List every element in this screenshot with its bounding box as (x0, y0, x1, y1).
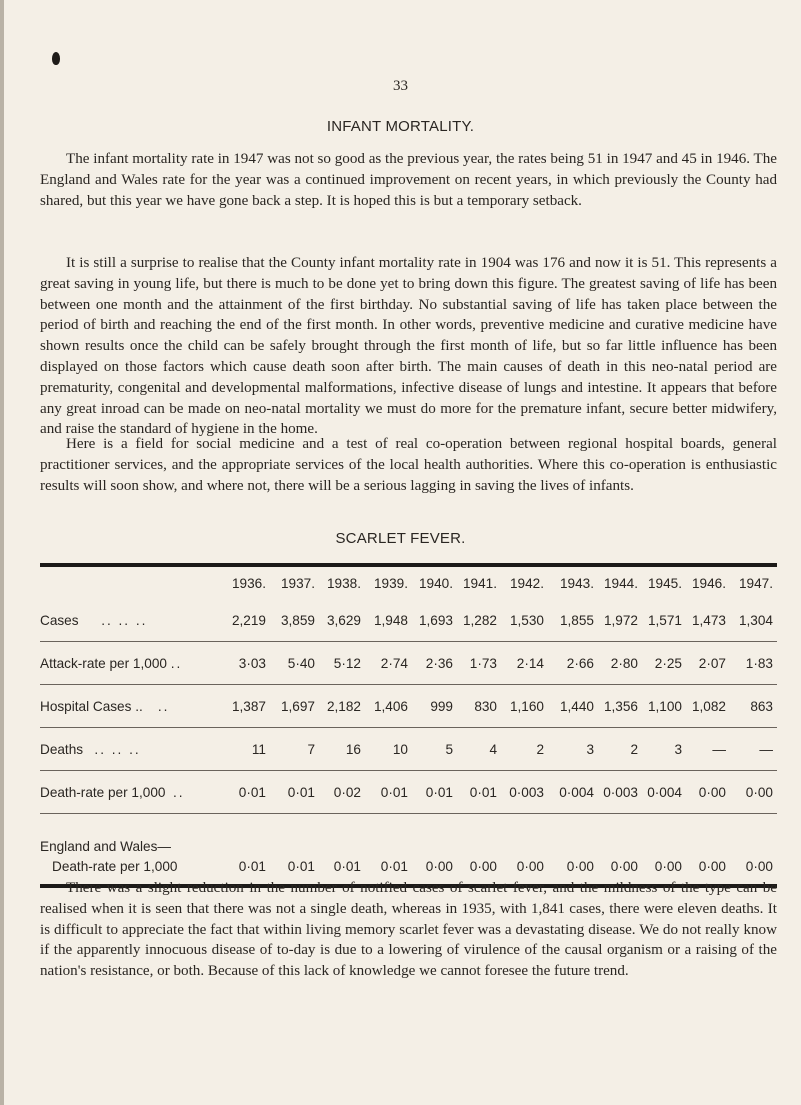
table-cell: 3·03 (221, 642, 270, 685)
table-cell: 0·00 (730, 771, 777, 814)
row-label (40, 685, 221, 728)
table-cell: 1,082 (686, 685, 730, 728)
table-cell: 0·01 (319, 814, 365, 885)
infant-mortality-paragraph-3: Here is a field for social medicine and a test of real co-operation between regional hospital boards, general practitioner services, and the appropriate services of the local health authorities. Where this co-operation is enthusiastic results will soon show, and where not, there will be a serious lagging in saving the lives of infants. (40, 436, 777, 494)
table-cell: 0·01 (270, 771, 319, 814)
table-header-row (40, 567, 777, 599)
table-cell: 1,356 (598, 685, 642, 728)
table-cell: 0·00 (501, 814, 548, 885)
table-cell: 1,406 (365, 685, 412, 728)
table-cell: 0·00 (598, 814, 642, 885)
table-cell: 1,855 (559, 612, 594, 628)
infant-mortality-heading: INFANT MORTALITY. (326, 118, 475, 135)
infant-mortality-paragraph-1: The infant mortality rate in 1947 was not so good as the previous year, the rates being 51 in 1947 and 45 in 1946. The England and Wales rate for the year was a continued improvement on recent years, in which previously the County had shared, but this year we have gone back a step. It is hoped this is but a temporary setback. (40, 151, 777, 209)
row-label-text: Death-rate per 1,000 (52, 859, 178, 874)
table-cell: 1,304 (738, 612, 773, 628)
table-cell: 1,972 (603, 612, 638, 628)
row-label-text: Attack-rate per 1,000 (40, 655, 167, 671)
table-cell: 2·74 (365, 642, 412, 685)
table-cell: 0·004 (548, 771, 598, 814)
year-header: 1943. (559, 575, 594, 591)
table-cell: 1,530 (509, 612, 544, 628)
table-cell: 0·00 (457, 814, 501, 885)
table-cell: 5·12 (319, 642, 365, 685)
table-cell: 1·83 (730, 642, 777, 685)
table-row-cases (40, 599, 777, 642)
table-cell: 1,571 (647, 612, 682, 628)
year-header: 1945. (647, 575, 682, 591)
table-cell: 3,629 (326, 612, 361, 628)
table-cell: 0·003 (598, 771, 642, 814)
table-cell: 1,282 (462, 612, 497, 628)
table-cell: 0·01 (221, 814, 270, 885)
row-label-leader: .. .. .. (101, 612, 148, 628)
year-header: 1947. (738, 575, 773, 591)
year-header: 1946. (691, 575, 726, 591)
table-cell: 0·00 (686, 771, 730, 814)
year-header: 1939. (373, 575, 408, 591)
table-cell: 0·01 (221, 771, 270, 814)
table-cell: 3,859 (280, 612, 315, 628)
table-row-england-wales-death-rate (40, 814, 777, 885)
table-cell: 830 (457, 685, 501, 728)
table-cell: 1,160 (501, 685, 548, 728)
table-cell: 1,697 (270, 685, 319, 728)
table-cell: 1,473 (691, 612, 726, 628)
table-cell: 0·01 (365, 814, 412, 885)
infant-mortality-paragraph-2: It is still a surprise to realise that the County infant mortality rate in 1904 was 176 and now it is 51. This represents a great saving in young life, but there is much to be done yet to bring down this figure. The greatest saving of life has been between one month and the attainment of the first birthday. No substantial saving of life has taken place between the period of birth and reaching the end of the first month. In other words, preventive medicine and curative medicine have shown results once the child can be safely brought through the first month of life, but so far little influence has been displayed on those factors which cause death soon after birth. The main causes of death in this neo-natal period are prematurity, congenital and developmental malformations, infective disease of lungs and intestine. It appears that before any great inroad can be made on neo-natal mortality we must do more for the premature infant, secure better midwifery, and raise the standard of hygiene in the home. (40, 255, 777, 438)
row-label-text: Hospital Cases .. (40, 698, 143, 714)
table-cell: 2,182 (319, 685, 365, 728)
table-cell: 0·01 (412, 771, 457, 814)
table-cell: 0·02 (319, 771, 365, 814)
table-cell: 11 (221, 728, 270, 771)
table-cell: 999 (412, 685, 457, 728)
row-label (40, 771, 221, 814)
table-cell: 1,948 (373, 612, 408, 628)
table-cell: — (730, 728, 777, 771)
table-cell: 16 (319, 728, 365, 771)
table-cell: 2·80 (598, 642, 642, 685)
row-label-leader: .. .. .. (94, 741, 141, 757)
table-cell: 2 (598, 728, 642, 771)
table-cell: 0·01 (457, 771, 501, 814)
table-row-hospital-cases (40, 685, 777, 728)
ink-mark (52, 52, 60, 65)
table-cell: 0·003 (501, 771, 548, 814)
table-cell: 2·66 (548, 642, 598, 685)
row-label-leader: .. (173, 784, 185, 800)
row-label (40, 814, 221, 885)
table-cell: 5·40 (270, 642, 319, 685)
year-header: 1940. (418, 575, 453, 591)
table-cell: 2,219 (231, 612, 266, 628)
year-header: 1942. (509, 575, 544, 591)
scarlet-fever-paragraph: There was a slight reduction in the number of notified cases of scarlet fever, and the mildness of the type can be realised when it is seen that there was not a single death, whereas in 1935, with 1,841 cases, there were eleven deaths. It is difficult to appreciate the fact that within living memory scarlet fever was a devastating disease. We do not really know if the apparently innocuous disease of to-day is due to a lowering of virulence of the causal organism or a raising of the nation's resistance, or both. Because of this lack of knowledge we cannot foresee the future trend. (40, 880, 777, 980)
scarlet-fever-table (40, 563, 777, 888)
table-header-blank (40, 567, 221, 599)
table-cell: 1,693 (418, 612, 453, 628)
row-label (40, 599, 221, 642)
table-cell: 1·73 (457, 642, 501, 685)
table-row-deaths (40, 728, 777, 771)
table-cell: 0·00 (548, 814, 598, 885)
table-row-death-rate (40, 771, 777, 814)
table-cell: 10 (365, 728, 412, 771)
row-label-text: Death-rate per 1,000 (40, 784, 166, 800)
row-label-leader: .. (170, 655, 183, 671)
table-cell: 1,440 (548, 685, 598, 728)
scarlet-fever-heading: SCARLET FEVER. (335, 530, 466, 547)
table-cell: 1,100 (642, 685, 686, 728)
table-cell: 0·004 (642, 771, 686, 814)
table-cell: 2 (501, 728, 548, 771)
row-label (40, 728, 221, 771)
table-cell: 0·01 (270, 814, 319, 885)
row-label-leader: .. (157, 698, 170, 714)
table-cell: 3 (642, 728, 686, 771)
table-cell: 2·36 (412, 642, 457, 685)
table-cell: 863 (730, 685, 777, 728)
page-number: 33 (393, 78, 408, 94)
row-label-group: England and Wales— (40, 839, 171, 854)
row-label-text: Cases (40, 612, 79, 628)
table-row-attack-rate (40, 642, 777, 685)
table-cell: 2·07 (686, 642, 730, 685)
page-left-edge (0, 0, 4, 1105)
table-cell: 0·00 (686, 814, 730, 885)
year-header: 1936. (231, 575, 266, 591)
year-header: 1937. (280, 575, 315, 591)
table-cell: 1,387 (221, 685, 270, 728)
table-cell: 2·14 (501, 642, 548, 685)
table-cell: 0·01 (365, 771, 412, 814)
table-cell: 7 (270, 728, 319, 771)
table-cell: — (686, 728, 730, 771)
year-header: 1944. (603, 575, 638, 591)
table-cell: 4 (457, 728, 501, 771)
year-header: 1938. (326, 575, 361, 591)
table-cell: 0·00 (412, 814, 457, 885)
year-header: 1941. (462, 575, 497, 591)
row-label-text: Deaths (40, 741, 84, 757)
table-cell: 2·25 (642, 642, 686, 685)
table-cell: 0·00 (730, 814, 777, 885)
table-cell: 5 (412, 728, 457, 771)
table-cell: 3 (548, 728, 598, 771)
table-cell: 0·00 (642, 814, 686, 885)
row-label (40, 642, 221, 685)
